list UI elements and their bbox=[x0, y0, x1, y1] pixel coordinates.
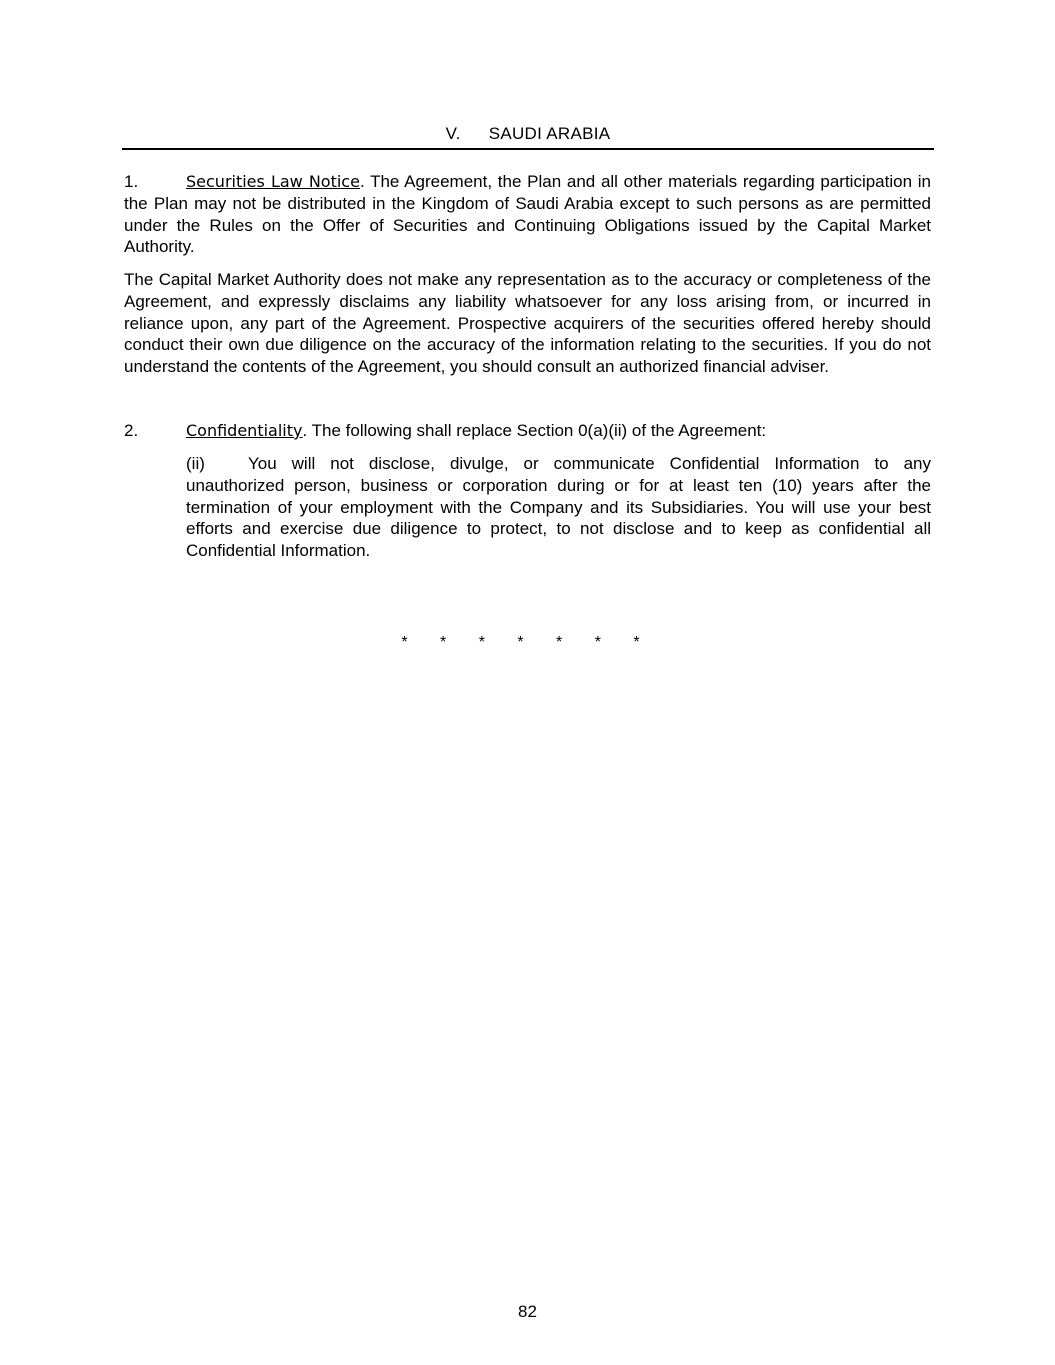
section-2-subparagraph bbox=[186, 453, 931, 562]
section-2-title: Confidentiality bbox=[186, 421, 303, 440]
subparagraph-number: (ii) bbox=[186, 454, 205, 473]
section-1-title: Securities Law Notice bbox=[186, 172, 360, 191]
page-number: 82 bbox=[518, 1302, 537, 1321]
heading-number: V. bbox=[445, 124, 461, 143]
section-1-paragraph-2: The Capital Market Authority does not make any representation as to the accuracy or completeness of the Agreement, and expressly disclaims any liability whatsoever for any loss arising from, or incurred in reliance upon, any part of the Agreement. Prospective acquirers of the securities offered hereby should conduct their own due diligence on the accuracy of the information relating to the securities. If you do not understand the contents of the Agreement, you should consult an authorized financial adviser. bbox=[124, 270, 931, 377]
section-2-number: 2. bbox=[124, 421, 139, 440]
separator-stars: * * * * * * * bbox=[401, 634, 654, 651]
subparagraph-text: You will not disclose, divulge, or communicate Confidential Information to any unauthorized person, business or corporation during or for at least ten (10) years after the termination of your employment with the Company and its Subsidiaries. You will use your best efforts and exercise due diligence to protect, to not disclose and to keep as confidential all Confidential Information. bbox=[186, 454, 931, 561]
section-2-paragraph bbox=[124, 420, 931, 442]
heading-title: SAUDI ARABIA bbox=[488, 124, 611, 143]
section-1-number: 1. bbox=[124, 172, 139, 191]
section-1-paragraph bbox=[124, 171, 931, 258]
section-1-text: . The Agreement, the Plan and all other materials regarding participation in the Plan may not be distributed in the Kingdom of Saudi Arabia except to such persons as are permitted under the Rules on the Offer of Securities and Continuing Obligations issued by the Capital Market Authority. bbox=[124, 172, 931, 257]
section-2-text: . The following shall replace Section 0(a)(ii) of the Agreement: bbox=[302, 421, 767, 440]
section-heading bbox=[122, 124, 934, 150]
